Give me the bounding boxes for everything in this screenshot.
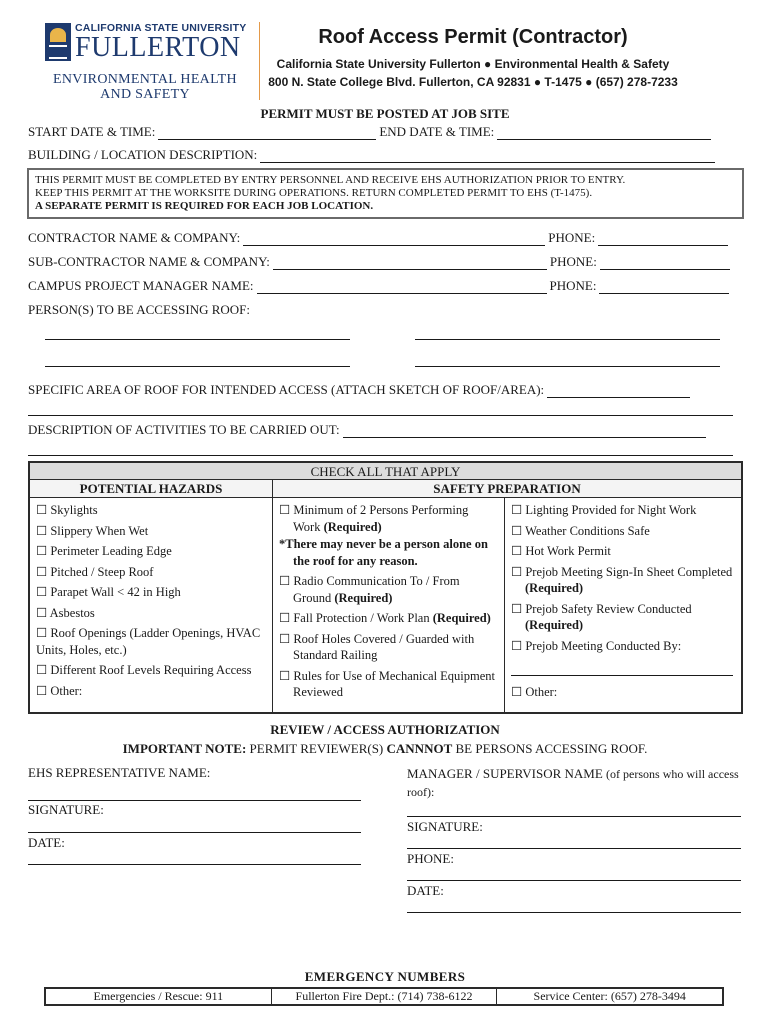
checkbox-icon[interactable]: ☐	[36, 503, 48, 517]
safety-item[interactable]	[511, 564, 735, 597]
contractor-field[interactable]	[243, 234, 545, 246]
building-field[interactable]	[260, 151, 715, 163]
contractor-phone-label: PHONE:	[548, 230, 596, 245]
mgr-name-note: (of persons who will access roof):	[407, 767, 739, 799]
building-label: BUILDING / LOCATION DESCRIPTION:	[28, 147, 258, 162]
logo-university-line: CALIFORNIA STATE UNIVERSITY	[75, 22, 247, 34]
hazard-label: Pitched / Steep Roof	[50, 564, 154, 579]
checkbox-icon[interactable]: ☐	[36, 585, 48, 599]
hazard-item[interactable]	[36, 605, 266, 622]
safety-label: Minimum of 2 Persons Performing Work	[293, 503, 469, 534]
checkbox-icon[interactable]: ☐	[36, 663, 48, 677]
safety-column-left	[273, 498, 505, 712]
university-seal-icon	[45, 23, 71, 61]
safety-header: SAFETY PREPARATION	[273, 480, 741, 498]
emergency-title: EMERGENCY NUMBERS	[304, 969, 466, 984]
mgr-date-field[interactable]	[407, 912, 741, 913]
posted-notice: PERMIT MUST BE POSTED AT JOB SITE	[260, 106, 510, 121]
hazard-label: Skylights	[50, 503, 98, 517]
safety-item[interactable]	[279, 573, 498, 606]
mgr-date-label: DATE:	[407, 883, 444, 898]
persons-label: PERSON(S) TO BE ACCESSING ROOF:	[28, 302, 251, 317]
safety-label: Rules for Use of Mechanical Equipment Reviewed	[293, 668, 496, 699]
contractor-row	[28, 230, 731, 246]
ehs-signature-field[interactable]	[28, 832, 361, 833]
manager-field[interactable]	[257, 282, 547, 294]
hazard-item[interactable]	[36, 523, 266, 540]
safety-label: Weather Conditions Safe	[525, 523, 650, 538]
hazard-label: Perimeter Leading Edge	[50, 544, 172, 558]
required-tag: (Required)	[432, 611, 491, 625]
hazards-table	[28, 461, 743, 714]
required-tag: (Required)	[323, 519, 382, 534]
review-note-cannot: CANNNOT	[386, 741, 453, 756]
safety-label: Prejob Meeting Sign-In Sheet Completed	[525, 564, 733, 579]
start-date-field[interactable]	[158, 128, 376, 140]
logo-department	[45, 72, 245, 102]
safety-label: Roof Holes Covered / Guarded with Standard Railing	[293, 631, 475, 662]
emergency-rescue: Emergencies / Rescue: 911	[46, 989, 272, 1004]
required-tag: (Required)	[334, 590, 393, 605]
checkbox-icon[interactable]: ☐	[36, 564, 48, 579]
checkbox-icon[interactable]: ☐	[511, 685, 523, 699]
safety-item[interactable]	[511, 601, 735, 634]
header-address-line2: 800 N. State College Blvd. Fullerton, CA 92831 ● T-1475 ● (657) 278-7233	[268, 75, 678, 89]
page-title: Roof Access Permit (Contractor)	[318, 26, 628, 48]
activities-field[interactable]	[343, 426, 706, 438]
mgr-name-label: MANAGER / SUPERVISOR NAME	[407, 766, 603, 781]
start-date-label: START DATE & TIME:	[28, 124, 156, 139]
hazard-item[interactable]	[36, 625, 266, 658]
review-note-label: IMPORTANT NOTE:	[122, 741, 247, 756]
checkbox-icon[interactable]: ☐	[511, 564, 523, 579]
mgr-phone-field[interactable]	[407, 880, 741, 881]
hazard-label: Asbestos	[49, 605, 95, 620]
area-label: SPECIFIC AREA OF ROOF FOR INTENDED ACCESS (ATTACH SKETCH OF ROOF/AREA):	[28, 382, 545, 397]
safety-label: Other:	[525, 685, 558, 699]
end-date-field[interactable]	[497, 128, 711, 140]
safety-item[interactable]	[511, 638, 735, 655]
manager-row	[28, 278, 732, 294]
subcontractor-phone-field[interactable]	[600, 258, 730, 270]
emergency-fire-dept: Fullerton Fire Dept.: (714) 738-6122	[272, 989, 498, 1004]
safety-item[interactable]	[511, 523, 735, 540]
safety-column-right	[505, 498, 741, 712]
safety-item[interactable]	[279, 502, 498, 535]
instructions-line3: A SEPARATE PERMIT IS REQUIRED FOR EACH JOB LOCATION.	[35, 200, 374, 212]
checkbox-icon[interactable]: ☐	[279, 631, 291, 646]
subcontractor-row	[28, 254, 733, 270]
required-tag: (Required)	[525, 618, 584, 632]
checkbox-icon[interactable]: ☐	[511, 544, 523, 558]
safety-item[interactable]	[511, 684, 735, 701]
hazard-item[interactable]	[36, 683, 266, 700]
check-all-header: CHECK ALL THAT APPLY	[30, 463, 741, 480]
ehs-date-field[interactable]	[28, 864, 361, 865]
ehs-date-label: DATE:	[28, 835, 65, 850]
mgr-signature-label: SIGNATURE:	[407, 819, 483, 834]
manager-label: CAMPUS PROJECT MANAGER NAME:	[28, 278, 254, 293]
checkbox-icon[interactable]: ☐	[279, 503, 291, 517]
contractor-label: CONTRACTOR NAME & COMPANY:	[28, 230, 241, 245]
hazard-item[interactable]	[36, 584, 266, 601]
checkbox-icon[interactable]: ☐	[511, 503, 523, 517]
mgr-name-block	[407, 765, 747, 801]
emergency-table	[44, 987, 724, 1006]
checkbox-icon[interactable]: ☐	[36, 605, 48, 620]
review-note-text-a: PERMIT REVIEWER(S)	[249, 741, 384, 756]
required-tag: (Required)	[525, 581, 584, 595]
hazard-label: Slippery When Wet	[50, 523, 149, 538]
person-field-4[interactable]	[415, 366, 720, 367]
ehs-name-field[interactable]	[28, 800, 361, 801]
checkbox-icon[interactable]: ☐	[36, 523, 48, 538]
safety-item[interactable]	[279, 668, 498, 701]
checkbox-icon[interactable]: ☐	[279, 611, 291, 625]
safety-item[interactable]	[511, 543, 735, 560]
mgr-name-field[interactable]	[407, 816, 741, 817]
logo-department-line2: AND SAFETY	[100, 87, 190, 102]
hazard-item[interactable]	[36, 564, 266, 581]
instructions-line2: KEEP THIS PERMIT AT THE WORKSITE DURING OPERATIONS. RETURN COMPLETED PERMIT TO EHS (T-1475).	[35, 187, 593, 199]
safety-label: Prejob Safety Review Conducted	[525, 601, 692, 616]
hazard-item[interactable]	[36, 662, 266, 679]
activities-row	[28, 422, 709, 438]
logo-department-line1: ENVIRONMENTAL HEALTH	[53, 72, 237, 87]
review-title: REVIEW / ACCESS AUTHORIZATION	[270, 722, 500, 737]
checkbox-icon[interactable]: ☐	[511, 638, 523, 653]
ehs-signature-label: SIGNATURE:	[28, 802, 104, 817]
safety-label: Fall Protection / Work Plan	[293, 611, 430, 625]
safety-item[interactable]	[511, 502, 735, 519]
subcontractor-phone-label: PHONE:	[549, 254, 597, 269]
never-alone-note: *There may never be a person alone on the roof for any reason.	[279, 537, 488, 568]
ehs-name-label: EHS REPRESENTATIVE NAME:	[28, 765, 211, 780]
checkbox-icon[interactable]: ☐	[279, 668, 291, 683]
area-row	[28, 382, 693, 398]
checkbox-icon[interactable]: ☐	[511, 523, 523, 538]
checkbox-icon[interactable]: ☐	[279, 574, 291, 588]
hazards-column	[30, 498, 273, 712]
safety-label: Hot Work Permit	[525, 544, 611, 558]
manager-phone-label: PHONE:	[549, 278, 597, 293]
mgr-signature-field[interactable]	[407, 848, 741, 849]
hazard-label: Parapet Wall < 42 in High	[50, 585, 181, 599]
contractor-phone-field[interactable]	[598, 234, 728, 246]
review-note	[0, 741, 770, 757]
subcontractor-field[interactable]	[273, 258, 547, 270]
activities-label: DESCRIPTION OF ACTIVITIES TO BE CARRIED OUT:	[28, 422, 340, 437]
activities-field-line2[interactable]	[28, 455, 733, 456]
safety-label: Lighting Provided for Night Work	[525, 503, 697, 517]
instructions-box	[27, 168, 744, 219]
building-row	[28, 147, 718, 163]
area-field-line2[interactable]	[28, 415, 733, 416]
checkbox-icon[interactable]: ☐	[36, 544, 48, 558]
hazard-label: Different Roof Levels Requiring Access	[50, 663, 252, 677]
instructions-line1: THIS PERMIT MUST BE COMPLETED BY ENTRY PERSONNEL AND RECEIVE EHS AUTHORIZATION PRIOR TO ENTRY.	[35, 174, 626, 186]
review-note-text-b: BE PERSONS ACCESSING ROOF.	[455, 741, 648, 756]
hazard-item[interactable]	[36, 502, 266, 519]
end-date-label: END DATE & TIME:	[379, 124, 495, 139]
mgr-phone-label: PHONE:	[407, 851, 454, 866]
dates-row	[28, 124, 714, 140]
person-field-2[interactable]	[415, 339, 720, 340]
safety-label: Radio Communication To / From Ground	[293, 574, 460, 605]
area-field[interactable]	[547, 386, 690, 398]
csuf-logo	[45, 22, 246, 62]
safety-item[interactable]	[279, 610, 498, 627]
conducted-by-field[interactable]	[511, 658, 733, 676]
person-field-3[interactable]	[45, 366, 350, 367]
hazard-label: Other:	[50, 683, 83, 698]
header-divider	[259, 22, 260, 100]
checkbox-icon[interactable]: ☐	[511, 601, 523, 616]
safety-label: Prejob Meeting Conducted By:	[525, 638, 682, 653]
hazards-header: POTENTIAL HAZARDS	[30, 480, 273, 498]
subcontractor-label: SUB-CONTRACTOR NAME & COMPANY:	[28, 254, 270, 269]
emergency-service-center: Service Center: (657) 278-3494	[533, 989, 686, 1003]
header-address-line1: California State University Fullerton ● Environmental Health & Safety	[276, 57, 670, 71]
person-field-1[interactable]	[45, 339, 350, 340]
safety-item[interactable]	[279, 631, 498, 664]
manager-phone-field[interactable]	[599, 282, 729, 294]
persons-row	[28, 302, 250, 318]
checkbox-icon[interactable]: ☐	[36, 683, 48, 698]
checkbox-icon[interactable]: ☐	[36, 626, 48, 640]
hazard-label: Roof Openings (Ladder Openings, HVAC Units, Holes, etc.)	[36, 626, 261, 657]
header-address	[268, 55, 678, 91]
logo-fullerton: FULLERTON	[75, 32, 241, 63]
hazard-item[interactable]	[36, 543, 266, 560]
